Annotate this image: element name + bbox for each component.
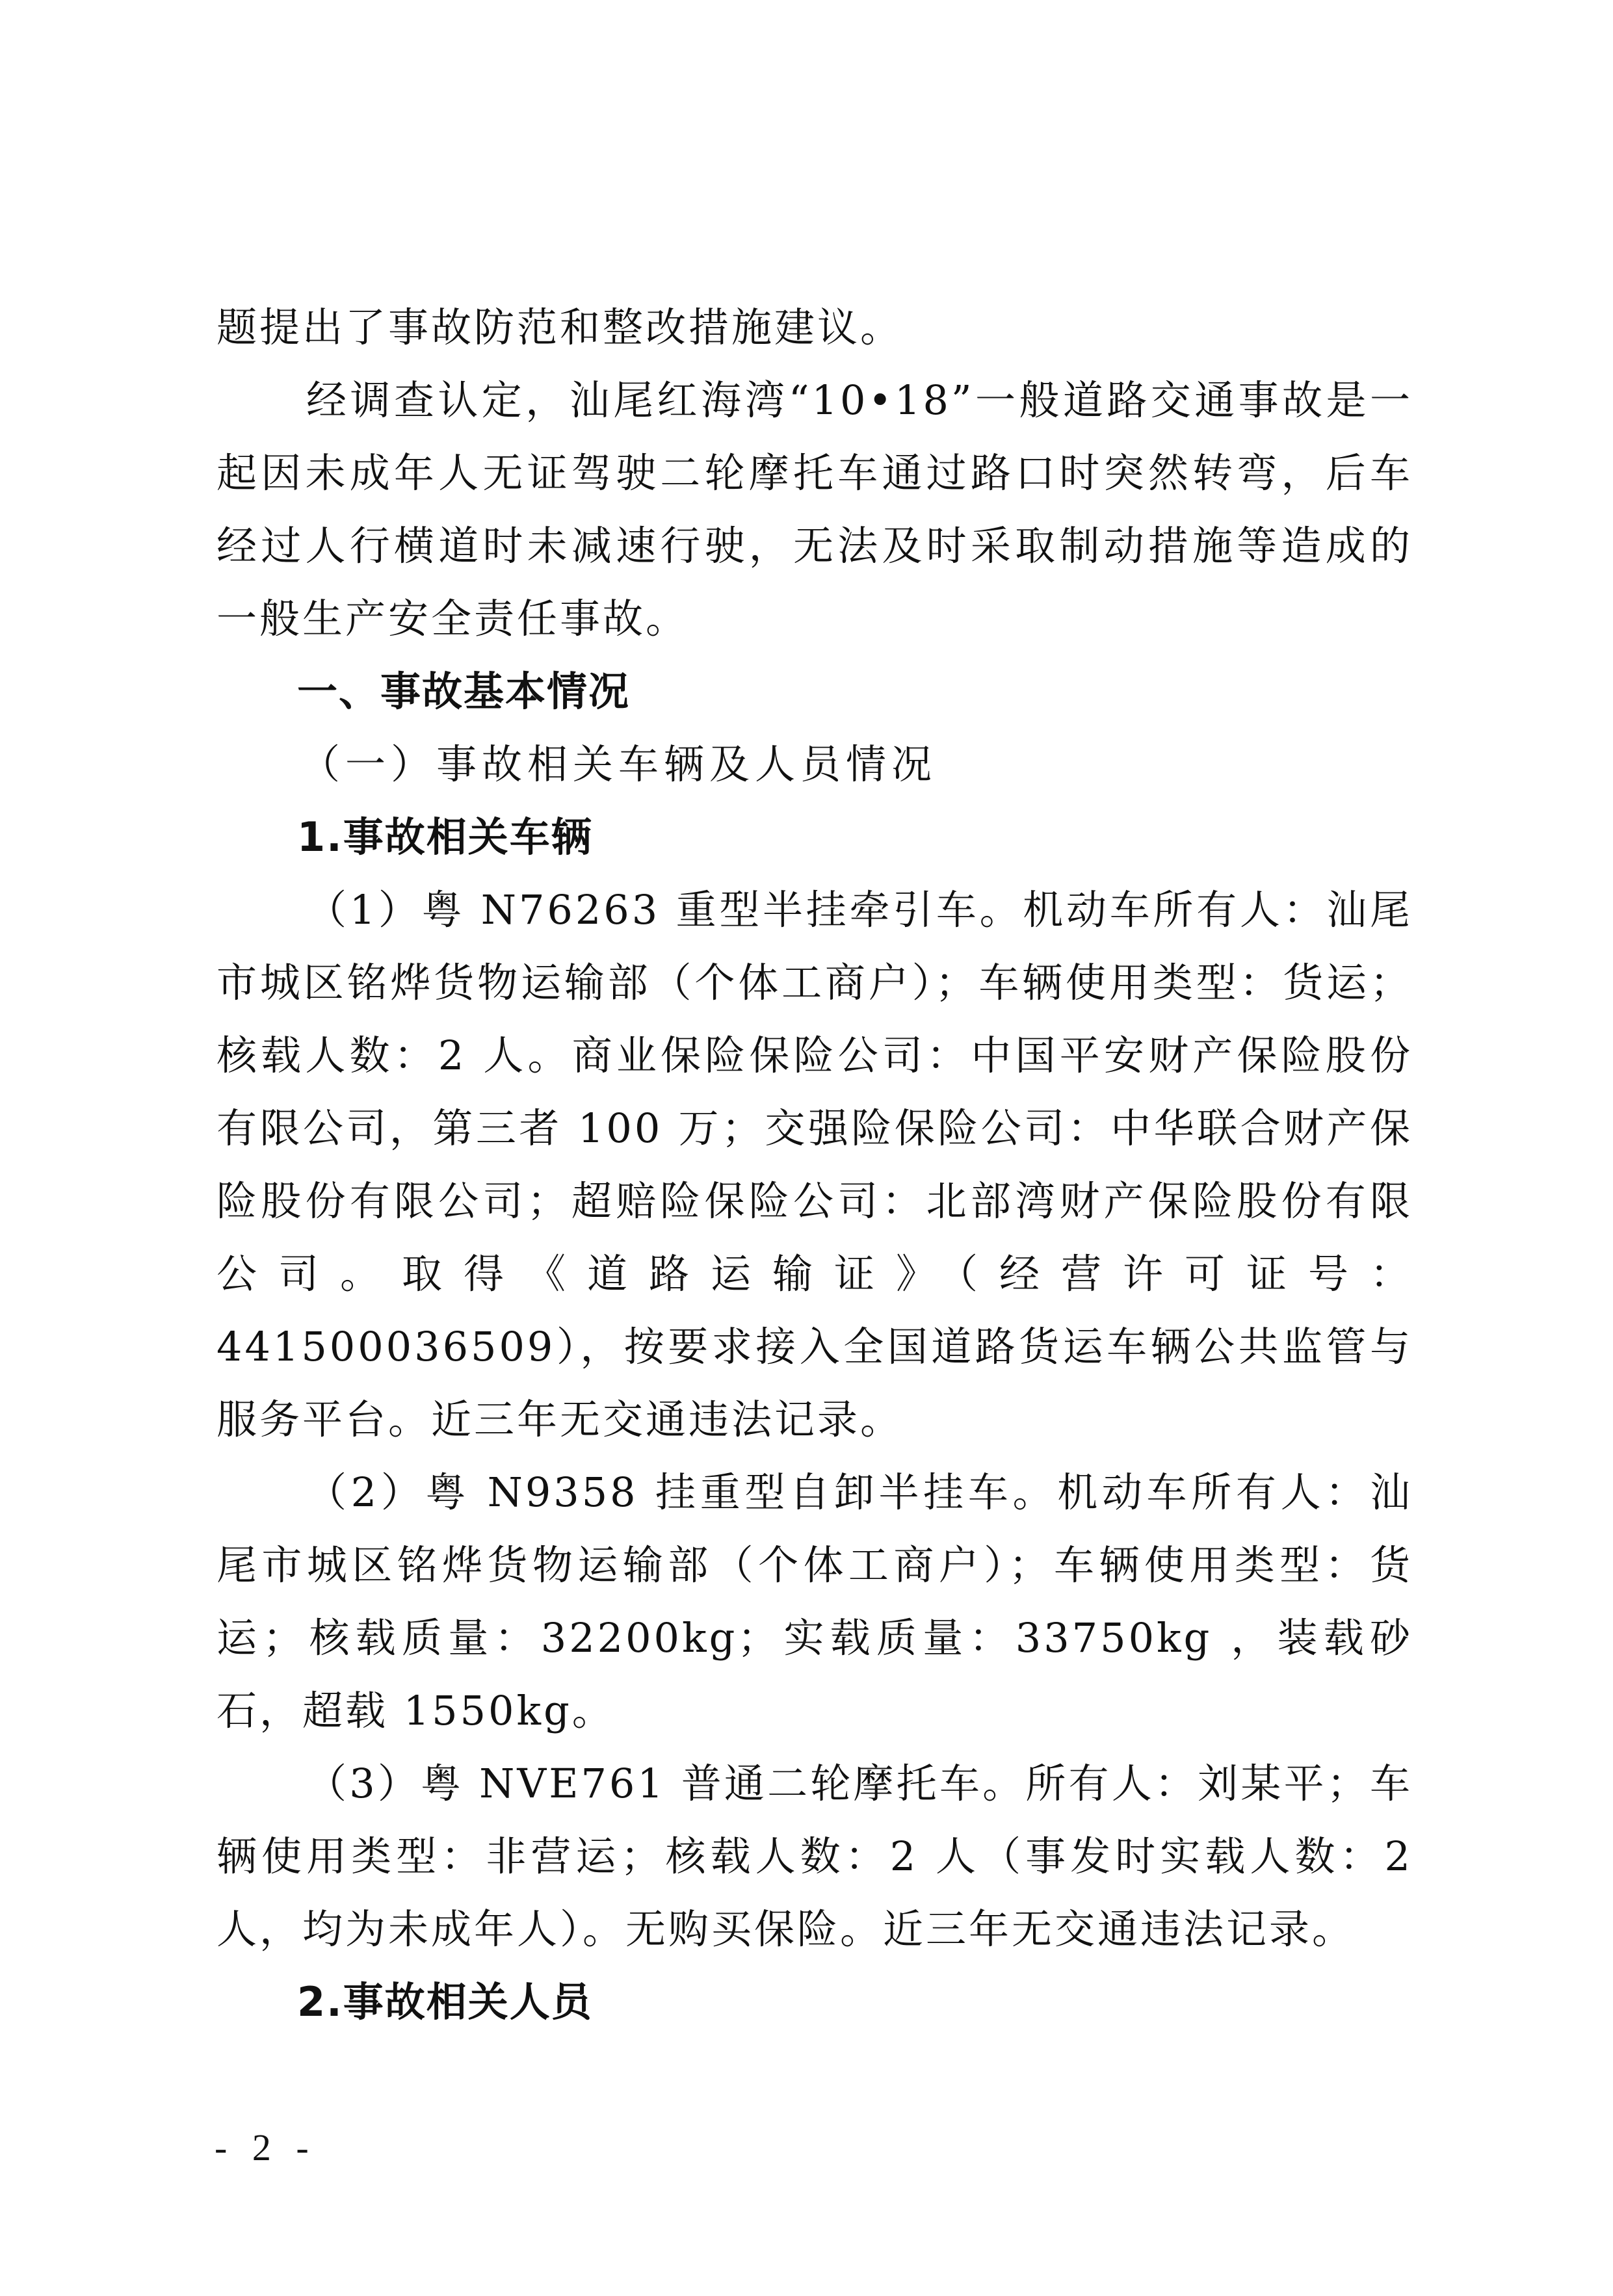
paragraph-vehicle-2: （2）粤 N9358 挂重型自卸半挂车。机动车所有人：汕尾市城区铭烨货物运输部（个体工商户）；车辆使用类型：货运；核载质量：32200kg；实载质量：33750kg ，装载砂石，超载 1550kg。: [216, 1468, 1413, 1734]
section-heading-basic-situation: 一、事故基本情况: [297, 668, 631, 715]
page-number: - 2 -: [215, 2126, 317, 2169]
item-heading-vehicles: 1.事故相关车辆: [297, 813, 593, 861]
document-body: [216, 291, 1413, 2039]
subsection-heading-vehicles-personnel: （一）事故相关车辆及人员情况: [300, 740, 938, 788]
paragraph-vehicle-3: （3）粤 NVE761 普通二轮摩托车。所有人：刘某平；车辆使用类型：非营运；核载人数：2 人（事发时实载人数：2 人，均为未成年人）。无购买保险。近三年无交通违法记录。: [216, 1760, 1413, 1953]
paragraph-continuation: 题提出了事故防范和整改措施建议。: [216, 304, 904, 351]
paragraph-investigation-conclusion: 经调查认定，汕尾红海湾“10•18”一般道路交通事故是一起因未成年人无证驾驶二轮摩托车通过路口时突然转弯，后车经过人行横道时未减速行驶，无法及时采取制动措施等造成的一般生产安全责任事故。: [216, 376, 1413, 642]
paragraph-vehicle-1: （1）粤 N76263 重型半挂牵引车。机动车所有人：汕尾市城区铭烨货物运输部（个体工商户）；车辆使用类型：货运；核载人数：2 人。商业保险保险公司：中国平安财产保险股份有限公司，第三者 100 万；交强险保险公司：中华联合财产保险股份有限公司；超赔险保险公司：北部湾财产保险股份有限公司。取得《道路运输证》（经营许可证号：441500036509），按要求接入全国道路货运车辆公共监管与服务平台。近三年无交通违法记录。: [216, 886, 1413, 1443]
item-heading-personnel: 2.事故相关人员: [297, 1978, 593, 2026]
